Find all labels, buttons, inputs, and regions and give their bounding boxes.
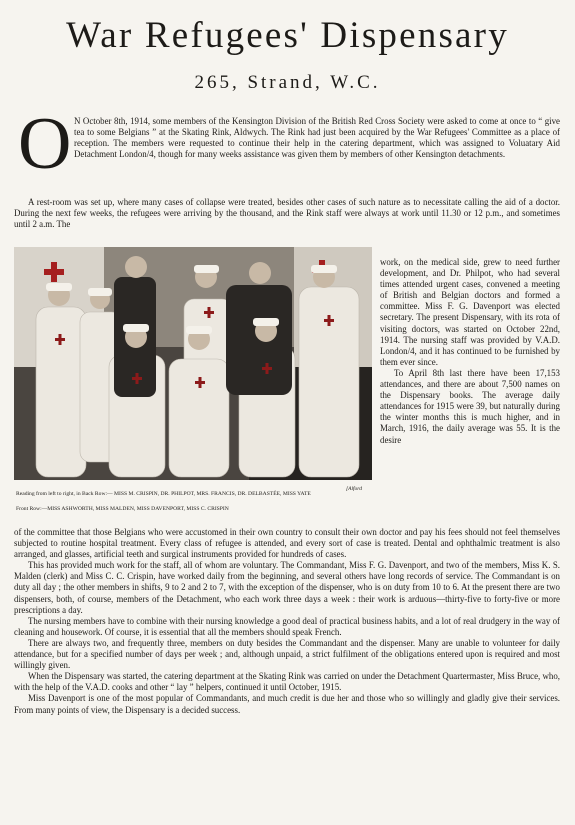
right-column-text-1: work, on the medical side, grew to need further development, and Dr. Philpot, who had several times attended urgent cases, convened a meeting of British and Belgian doctors and formed a committee. Miss F. G. Davenport was elected secretary. The present Dispensary, with its rota of visiting doctors, was started on October 22nd, 1914. The nursing staff was provided by V.A.D. London/4, and it has continued to be furnished by them ever since.: [380, 257, 560, 367]
drop-cap: O: [18, 103, 72, 185]
body-paragraph: This has provided much work for the staff, all of whom are voluntary. The Commandant, Miss F. G. Davenport, and two of the members, Miss K. S. Malden (clerk) and Miss C. C. Crispin, have worked daily from the beginning, and several others have long records of service. The Commandant is on duty all day ; the other members in shifts, 9 to 2 and 2 to 7, with the exception of the dispenser, who is on duty from 10 to 6. At the present there are two dispensers, both, of course, members of the Detachment, who each work three days a week : their work is arduous—thirty-five to forty-five or more prescriptions a day.: [14, 560, 560, 615]
restroom-paragraph: [14, 197, 560, 230]
body-paragraph: The nursing members have to combine with their nursing knowledge a good deal of practical business habits, and a lot of real drudgery in the way of cleaning and housework. Of course, it is essential that all the members should speak French.: [14, 615, 560, 637]
article-title: War Refugees' Dispensary: [66, 15, 509, 56]
body-paragraph: There are always two, and frequently three, members on duty besides the Commandant and the dispenser. Many are unable to volunteer for daily attendance, but for a specified number of days per week ; and, although unpaid, a strict fulfilment of the obligations entered upon is required and most willingly given.: [14, 637, 560, 671]
photo-caption-front-row: Front Row:—MISS ASHWORTH, MISS MALDEN, MISS DAVENPORT, MISS C. CRISPIN: [16, 506, 229, 512]
body-paragraph: of the committee that those Belgians who were accustomed in their own country to consult their own doctor and pay his fees should not feel themselves subjected to routine hospital treatment. Every class of refugee is attended, and every sort of case is treated. Dental and ophthalmic treatment is also arranged, and glasses, artificial teeth and surgical instruments provided for hundreds of cases.: [14, 527, 560, 560]
photo-caption-back-row: Reading from left to right, in Back Row:— MISS M. CRISPIN, DR. PHILPOT, MRS. FRANCIS, DR. DELBASTÉE, MISS YATE: [16, 491, 311, 497]
intro-paragraph: [74, 116, 560, 160]
nurses-group-photo: [14, 247, 372, 480]
right-column-text-2: To April 8th last there have been 17,153 attendances, and there are about 7,500 names on the Dispensary books. The average daily attendances for 1915 were 39, but naturally during the winter months this is much higher, and in March, 1916, the daily average was 55. It is the desire: [380, 367, 560, 445]
article-address: 265, Strand, W.C.: [194, 72, 381, 93]
restroom-text: A rest-room was set up, where many cases of collapse were treated, besides other cases of such nature as to necessitate calling the aid of a doctor. During the next few weeks, the refugees were arriving by the thousand, and the Rink staff were always at work until 11.30 or 12 p.m., and sometimes until 2 a.m. The: [14, 197, 560, 230]
body-paragraph: When the Dispensary was started, the catering department at the Skating Rink was carried on under the Detachment Quartermaster, Miss Bruce, who, with the help of the V.A.D. cooks and other “ lay ” helpers, continued it until October, 1915.: [14, 671, 560, 693]
group-photograph: [14, 247, 372, 480]
body-paragraph: Miss Davenport is one of the most popular of Commandants, and much credit is due her and those who so willingly and gladly give their services. From many points of view, the Dispensary is a decided success.: [14, 693, 560, 715]
photo-credit: [Alford: [346, 486, 362, 492]
right-column: [380, 257, 560, 446]
article-body: [14, 527, 560, 716]
intro-text: N October 8th, 1914, some members of the Kensington Division of the British Red Cross Society were asked to come at once to “ give tea to some Belgians ” at the Skating Rink, Aldwych. The Rink had just been acquired by the War Refugees' Committee as a place of reception. The members were requested to continue their help in the catering department, which was assigned to Voluatary Aid Detachment London/4, though for many weeks assistance was given them by members of other Kensington detachments.: [74, 116, 560, 160]
